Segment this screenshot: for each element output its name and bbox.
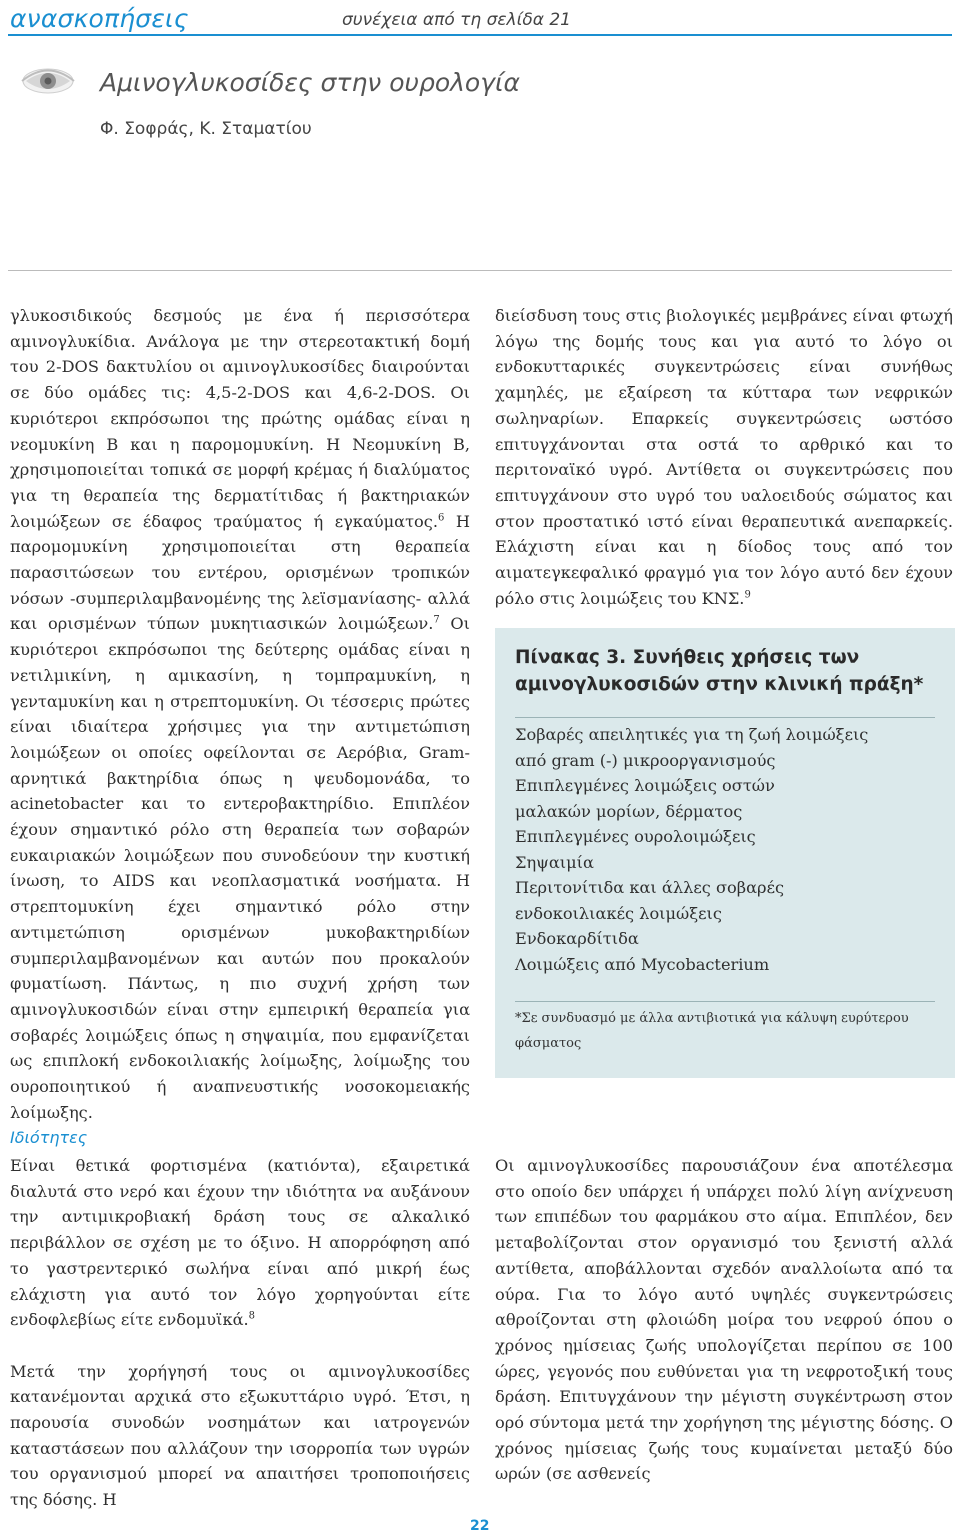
table-row: Ενδοκαρδίτιδα [515, 929, 639, 948]
article-title: Αμινογλυκοσίδες στην ουρολογία [100, 68, 520, 97]
header-rule [8, 34, 952, 36]
table-row: Επιπλεγμένες ουρολοιμώξεις [515, 827, 756, 846]
table-title: Πίνακας 3. Συνήθεις χρήσεις των αμινογλυκοσιδών στην κλινική πράξη* [515, 647, 924, 695]
table-row: Επιπλεγμένες λοιμώξεις οστών [515, 776, 775, 795]
body-text: Η παρομομυκίνη χρησιμοποιείται στη θεραπεία παρασιτώσεων του εντέρου, ορισμένων τροπικών νόσων -συμπεριλαμβανομένης της λεϊσμανίασης- αλλά και ορισμένων τύπων μυκητιασικών λοιμώξεων. [10, 511, 471, 634]
title-divider [8, 270, 952, 271]
body-column-left-bottom [10, 1153, 470, 1513]
page-number: 22 [470, 1518, 490, 1534]
table-rows [515, 722, 935, 977]
body-paragraph [495, 303, 953, 611]
continued-note: συνέχεια από τη σελίδα 21 [342, 10, 571, 30]
body-text: Οι κυριότεροι εκπρόσωποι της δεύτερης ομάδας είναι η νετιλμικίνη, η αμικασίνη, η τομπραμυκίνη, η γενταμυκίνη και η στρεπτομυκίνη. Οι τέσσερις πρώτες είναι ιδιαίτερα χρήσιμες για την αντιμετώπιση λοιμώξεων οι οποίες οφείλονται σε Αερόβια, Gram-αρνητικά βακτηρίδια όπως η ψευδομονάδα, το acinetobacter και το εντεροβακτηρίδιο. Επιπλέον έχουν σημαντικό ρόλο στη θεραπεία των σοβαρών ευκαιριακών λοιμώξεων που συνοδεύουν την κυστική ίνωση, το AIDS και νεοπλασματικά νοσήματα. Η στρεπτομυκίνη έχει σημαντικό ρόλο στην αντιμετώπιση ορισμένων μυκοβακτηριδίων συμπεριλαμβανομένων και αυτών που προκαλούν φυματίωση. Πάντως, η πιο συχνή χρήση των αμινογλυκοσιδών είναι στην εμπειρική θεραπεία για σοβαρές λοιμώξεις όπως η σηψαιμία, που εμφανίζεται ως επιπλοκή ενδοκοιλιακής λοίμωξης, λοίμωξης του ουροποιητικού ή αναπνευστικής νοσοκομειακής λοίμωξης. [10, 614, 470, 1122]
table-footnote: *Σε συνδυασμό με άλλα αντιβιοτικά για κάλυψη ευρύτερου φάσματος [515, 1011, 909, 1051]
table-row: ενδοκοιλιακές λοιμώξεις [515, 903, 722, 923]
body-paragraph: Οι αμινογλυκοσίδες παρουσιάζουν ένα αποτέλεσμα στο οποίο δεν υπάρχει ή υπάρχει πολύ λίγη ανίχνευση των επιπέδων του φαρμάκου στο αίμα. Επιπλέον, δεν μεταβολίζονται στον οργανισμό του ξενιστή αλλά αντίθετα, αποβάλλονται σχεδόν αναλλοίωτα από τα ούρα. Για το λόγο αυτό υψηλές συγκεντρώσεις αθροίζονται στη φλοιώδη μοίρα του νεφρού όπου ο χρόνος ημίσειας ζωής υπολογίζεται περίπου σε 100 ώρες, γεγονός που ευθύνεται για τη νεφροτοξική τους δράση. Επιτυγχάνουν την μέγιστη συγκέντρωση στον ορό σύντομα μετά την χορήγηση της μέγιστης δόσης. Ο χρόνος ημίσειας ζωής τους κυμαίνεται μεταξύ δύο ωρών (σε ασθενείς [495, 1156, 953, 1484]
body-paragraph: Μετά την χορήγησή τους οι αμινογλυκοσίδες κατανέμονται αρχικά στο εξωκυττάριο υγρό. Έτσι, η παρουσία συνοδών νοσημάτων και ιατρογενών καταστάσεων που αλλάζουν την ισορροπία των υγρών του οργανισμού μπορεί να απαιτήσει τροποποιήσεις της δόσης. Η [10, 1361, 470, 1510]
reference-mark: 8 [248, 1310, 256, 1322]
eye-icon [20, 66, 76, 96]
section-subheading: Ιδιότητες [10, 1128, 88, 1147]
reference-mark: 7 [433, 615, 440, 627]
body-paragraph [10, 303, 470, 1126]
body-column-right-bottom [495, 1153, 953, 1487]
table-row: Σηψαιμία [515, 852, 594, 872]
table-rule-top [515, 717, 935, 718]
body-column-right-top [495, 303, 953, 611]
reference-mark: 6 [438, 512, 445, 524]
reference-mark: 9 [744, 589, 751, 601]
body-text: γλυκοσιδικούς δεσμούς με ένα ή περισσότερα αμινογλυκίδια. Ανάλογα με την στερεοτακτική δομή του 2-DOS δακτυλίου οι αμινογλυκοσίδες διαιρούνται σε δύο ομάδες τις: 4,5-2-DOS και 4,6-2-DOS. Οι κυριότεροι εκπρόσωποι της πρώτης ομάδας είναι η νεομυκίνη Β και η παρομομυκίνη. Η Νεομυκίνη Β, χρησιμοποιείται τοπικά σε μορφή κρέμας ή διαλύματος για τη θεραπεία της δερματίτιδας ή βακτηριακών λοιμώξεων σε έδαφος τραύματος ή εγκαύματος. [10, 306, 470, 531]
table-row: Σοβαρές απειλητικές για τη ζωή λοιμώξεις [515, 725, 869, 744]
table-row: Λοιμώξεις από Mycobacterium [515, 954, 770, 974]
page-header [10, 4, 952, 34]
table-row: από gram (-) μικροοργανισμούς [515, 750, 776, 770]
body-paragraph [10, 1153, 470, 1333]
table-rule-bottom [515, 1001, 935, 1002]
body-text: διείσδυση τους στις βιολογικές μεμβράνες είναι φτωχή λόγω της δομής τους και για αυτό το λόγο οι ενδοκυτταρικές συγκεντρώσεις είναι συνήθως χαμηλές, με εξαίρεση τα κύτταρα των νεφρικών σωληναρίων. Επαρκείς συγκεντρώσεις ωστόσο επιτυγχάνονται στα οστά το αρθρικό και το περιτοναϊκό υγρό. Αντίθετα οι συγκεντρώσεις που επιτυγχάνουν στο υγρό του υαλοειδούς σώματος και στον προστατικό ιστό είναι θεραπευτικά ανεπαρκείς. Ελάχιστη είναι και η δίοδος τους από τον αιματεγκεφαλικό φραγμό για τον λόγο αυτό δεν έχουν ρόλο στις λοιμώξεις του ΚΝΣ. [495, 306, 953, 608]
section-name: ανασκοπήσεις [10, 4, 189, 33]
article-authors: Φ. Σοφράς, Κ. Σταματίου [100, 119, 312, 139]
table-row: Περιτονίτιδα και άλλες σοβαρές [515, 878, 785, 897]
body-text: Είναι θετικά φορτισμένα (κατιόντα), εξαιρετικά διαλυτά στο νερό και έχουν την ιδιότητα να αυξάνουν την αντιμικροβιακή δράση τους σε αλκαλικό περιβάλλον σε σχέση με το όξινο. Η απορρόφηση από το γαστρεντερικό σωλήνα είναι από μικρή έως ελάχιστη για αυτό τον λόγο χορηγούνται είτε ενδοφλεβίως είτε ενδομυϊκά. [10, 1156, 470, 1330]
table-3-box [495, 628, 955, 1078]
table-row: μαλακών μορίων, δέρματος [515, 801, 743, 821]
body-column-left-top [10, 303, 470, 1126]
